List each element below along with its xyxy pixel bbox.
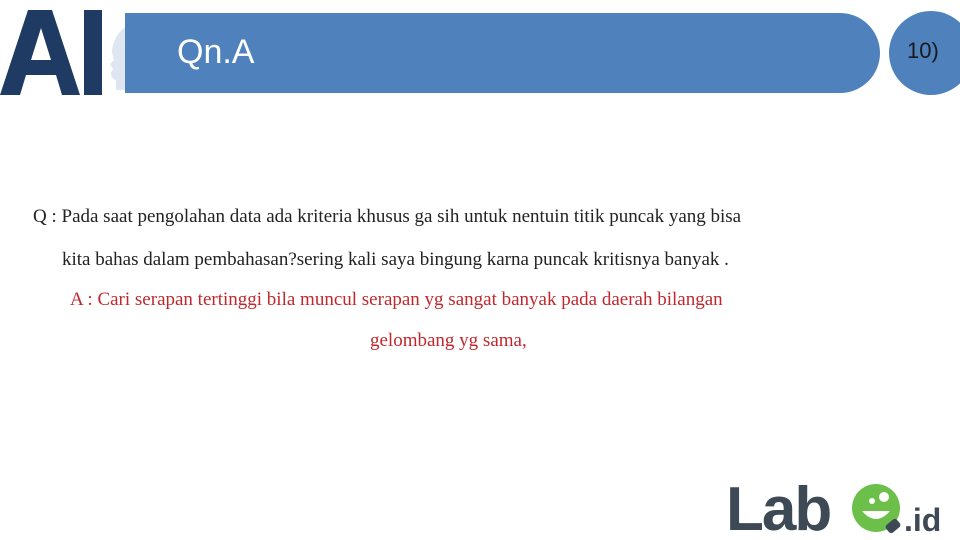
title-banner bbox=[125, 13, 880, 93]
page-number: 10) bbox=[907, 38, 939, 63]
ai-letters bbox=[0, 10, 102, 95]
ai-logo bbox=[0, 0, 140, 100]
question-line-2: kita bahas dalam pembahasan?sering kali saya bingung karna puncak kritisnya banyak . bbox=[62, 249, 729, 270]
question-line-1: Q : Pada saat pengolahan data ada kriteria khusus ga sih untuk nentuin titik puncak yang bisa bbox=[33, 206, 742, 227]
svg-text:.id: .id bbox=[904, 502, 942, 535]
answer-line-1: A : Cari serapan tertinggi bila muncul serapan yg sangat banyak pada daerah bilangan bbox=[70, 289, 723, 310]
slide-title: Qn.A bbox=[177, 33, 255, 71]
lab-id-logo bbox=[726, 475, 951, 535]
flask-icon bbox=[852, 484, 902, 534]
answer-line-2: gelombang yg sama, bbox=[370, 330, 527, 351]
svg-text:Lab: Lab bbox=[726, 475, 831, 535]
